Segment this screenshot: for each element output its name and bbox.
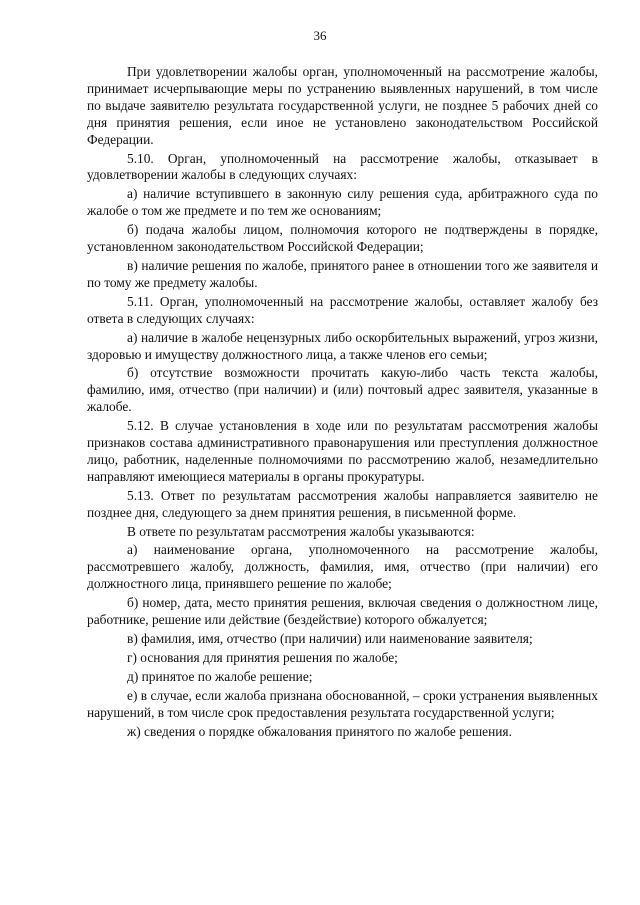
- paragraph-5-12: 5.12. В случае установления в ходе или по результатам рассмотрения жалобы признаков состава административного правонарушения или преступления должностное лицо, работник, наделенные полномочиями по рассмотрению жалоб, незамедлительно направляют имеющиеся материалы в органы прокуратуры.: [87, 418, 598, 484]
- paragraph-response-e: д) принятое по жалобе решение;: [127, 668, 313, 684]
- paragraph-5-10-a: а) наличие вступившего в законную силу решения суда, арбитражного суда по жалобе о том же предмете и по тем же основаниям;: [87, 186, 598, 219]
- document-body: [87, 64, 598, 742]
- paragraph-5-11-a: а) наличие в жалобе нецензурных либо оскорбительных выражений, угроз жизни, здоровью и имуществу должностного лица, а также членов его семьи;: [87, 329, 598, 362]
- paragraph-5-10-b: б) подача жалобы лицом, полномочия которого не подтверждены в порядке, установленном законодательством Российской Федерации;: [87, 222, 598, 255]
- paragraph-response-b: б) номер, дата, место принятия решения, включая сведения о должностном лице, работнике, решение или действие (бездействие) которого обжалуется;: [87, 595, 598, 628]
- paragraph-response-f: е) в случае, если жалоба признана обоснованной, – сроки устранения выявленных нарушений, в том числе срок предоставления результата государственной услуги;: [87, 687, 598, 720]
- paragraph-5-11-b: б) отсутствие возможности прочитать какую-либо часть текста жалобы, фамилию, имя, отчество (при наличии) и (или) почтовый адрес заявителя, указанные в жалобе.: [87, 365, 598, 415]
- paragraph-response-c: в) фамилия, имя, отчество (при наличии) или наименование заявителя;: [127, 631, 533, 646]
- paragraph-response-g: ж) сведения о порядке обжалования принятого по жалобе решения.: [127, 723, 512, 739]
- paragraph-response-a: а) наименование органа, уполномоченного на рассмотрение жалобы, рассмотревшего жалобу, должность, фамилия, имя, отчество (при наличии) его должностного лица, принявшего решение по жалобе;: [87, 542, 598, 592]
- page-number: 36: [313, 28, 327, 43]
- paragraph-response-contents: В ответе по результатам рассмотрения жалобы указываются:: [127, 523, 475, 539]
- paragraph-5-10: 5.10. Орган, уполномоченный на рассмотрение жалобы, отказывает в удовлетворении жалобы в следующих случаях:: [87, 150, 598, 183]
- paragraph-satisfaction-measures: При удовлетворении жалобы орган, уполномоченный на рассмотрение жалобы, принимает исчерпывающие меры по устранению выявленных нарушений, в том числе по выдаче заявителю результата государственной услуги, не позднее 5 рабочих дней со дня принятия решения, если иное не установлено законодательством Российской Федерации.: [87, 64, 598, 147]
- paragraph-5-11: 5.11. Орган, уполномоченный на рассмотрение жалобы, оставляет жалобу без ответа в следующих случаях:: [87, 293, 598, 326]
- paragraph-response-d: г) основания для принятия решения по жалобе;: [127, 649, 398, 665]
- paragraph-5-13: 5.13. Ответ по результатам рассмотрения жалобы направляется заявителю не позднее дня, следующего за днем принятия решения, в письменной форме.: [87, 487, 598, 520]
- paragraph-5-10-c: в) наличие решения по жалобе, принятого ранее в отношении того же заявителя и по тому же предмету жалобы.: [87, 257, 598, 290]
